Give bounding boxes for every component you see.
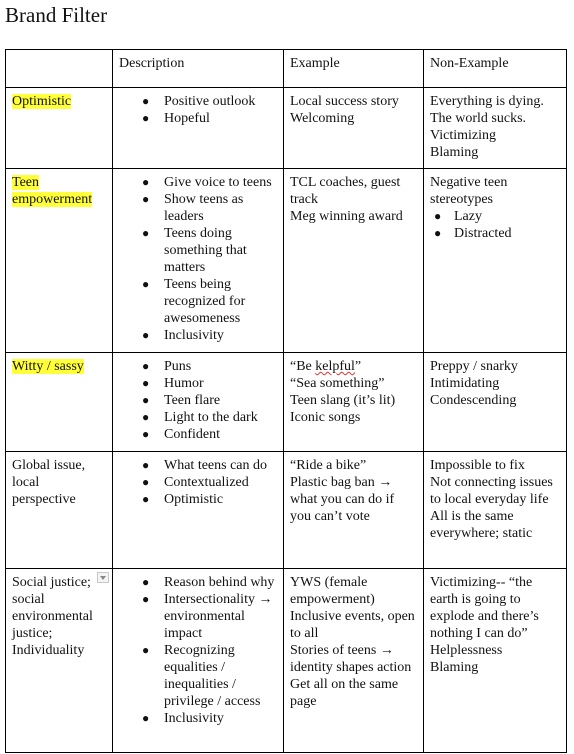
list-item: ● Reason behind why: [164, 574, 277, 591]
text-line: The world sucks.: [430, 111, 527, 126]
table-row: [6, 569, 567, 753]
text-line: All is the same everywhere; static: [430, 509, 533, 541]
row-label: [6, 88, 113, 169]
text-line: Impossible to fix: [430, 458, 525, 473]
row-label: Global issue, local perspective: [6, 452, 113, 569]
list-item: ● Humor: [164, 375, 277, 392]
misspelled-word[interactable]: kelpful: [315, 359, 355, 374]
row-label: [6, 569, 113, 753]
list-item: ● Teens doing something that matters: [164, 225, 277, 276]
text-line: YWS (female empowerment): [290, 575, 375, 607]
list-item: ● Hopeful: [164, 110, 277, 127]
text-line: Local success story: [290, 94, 399, 109]
text-line: “Ride a bike”: [290, 458, 367, 473]
text-line: Blaming: [430, 660, 479, 675]
text-line: Inclusive events, open to all: [290, 609, 415, 641]
bullet-list: [119, 174, 277, 344]
text-line: Preppy / snarky: [430, 359, 518, 374]
list-item: ● Show teens as leaders: [164, 191, 277, 225]
text-line: Negative teen stereotypes: [430, 175, 508, 207]
header-description: Description: [113, 50, 284, 88]
description-cell: [113, 353, 284, 452]
description-cell: [113, 452, 284, 569]
bullet-list: [119, 457, 277, 508]
list-item: ● What teens can do: [164, 457, 277, 474]
text-line: “Be kelpful”: [290, 359, 362, 374]
list-item: ● Puns: [164, 358, 277, 375]
table-row: [6, 88, 567, 169]
table-row: [6, 353, 567, 452]
text-line: Not connecting issues to local everyday life: [430, 475, 553, 507]
list-item: ● Confident: [164, 426, 277, 443]
text-line: “Sea something”: [290, 376, 385, 391]
header-cell-empty: [6, 50, 113, 88]
non-example-cell: [424, 353, 567, 452]
example-cell: [284, 169, 424, 353]
highlighted-label: Teen empowerment: [12, 175, 93, 207]
text-line: Plastic bag ban → what you can do if you can’t vote: [290, 475, 395, 524]
row-label: [6, 169, 113, 353]
text-line: Victimizing: [430, 128, 497, 143]
bullet-list: [119, 358, 277, 443]
text-line: Condescending: [430, 393, 517, 408]
row-label-text: Social justice; social environmental justice; Individuality: [12, 575, 93, 658]
table-header-row: [6, 50, 567, 88]
list-item: ● Inclusivity: [164, 710, 277, 727]
highlighted-label: Optimistic: [12, 94, 72, 109]
text-line: Everything is dying.: [430, 94, 544, 109]
list-item: ● Light to the dark: [164, 409, 277, 426]
brand-filter-table: [5, 49, 567, 753]
example-cell: [284, 569, 424, 753]
header-example: Example: [284, 50, 424, 88]
list-item: ● Distracted: [454, 225, 560, 242]
list-item: ● Intersectionality → environmental impact: [164, 591, 277, 642]
text-line: Intimidating: [430, 376, 500, 391]
list-item: ● Inclusivity: [164, 327, 277, 344]
non-example-cell: [424, 169, 567, 353]
text-line: Teen slang (it’s lit): [290, 393, 396, 408]
list-item: ● Optimistic: [164, 491, 277, 508]
example-cell: [284, 88, 424, 169]
list-item: ● Teen flare: [164, 392, 277, 409]
header-non-example: Non-Example: [424, 50, 567, 88]
list-item: ● Teens being recognized for awesomeness: [164, 276, 277, 327]
list-item: ● Positive outlook: [164, 93, 277, 110]
table-row: [6, 452, 567, 569]
list-item: ● Give voice to teens: [164, 174, 277, 191]
list-item: ● Recognizing equalities / inequalities / privilege / access: [164, 642, 277, 710]
bullet-list: [119, 574, 277, 727]
text-line: Blaming: [430, 145, 479, 160]
bullet-list: [430, 208, 560, 242]
text-line: TCL coaches, guest track: [290, 175, 401, 207]
bullet-list: [119, 93, 277, 127]
text-line: Meg winning award: [290, 209, 403, 224]
text-line: Stories of teens → identity shapes action: [290, 643, 412, 675]
row-label: [6, 353, 113, 452]
description-cell: [113, 88, 284, 169]
description-cell: [113, 569, 284, 753]
example-cell: [284, 452, 424, 569]
non-example-cell: [424, 569, 567, 753]
example-cell: [284, 353, 424, 452]
text-line: Welcoming: [290, 111, 355, 126]
highlighted-label: Witty / sassy: [12, 359, 84, 374]
text-line: Get all on the same page: [290, 677, 399, 709]
document-title: Brand Filter: [5, 3, 108, 27]
text-line: Helplessness: [430, 643, 503, 658]
list-item: ● Lazy: [454, 208, 560, 225]
text-line: Victimizing-- “the earth is going to explode and there’s nothing I can do”: [430, 575, 539, 641]
text-line: Iconic songs: [290, 410, 361, 425]
non-example-cell: [424, 452, 567, 569]
chevron-down-icon[interactable]: [97, 572, 109, 583]
non-example-cell: [424, 88, 567, 169]
description-cell: [113, 169, 284, 353]
table-row: [6, 169, 567, 353]
list-item: ● Contextualized: [164, 474, 277, 491]
